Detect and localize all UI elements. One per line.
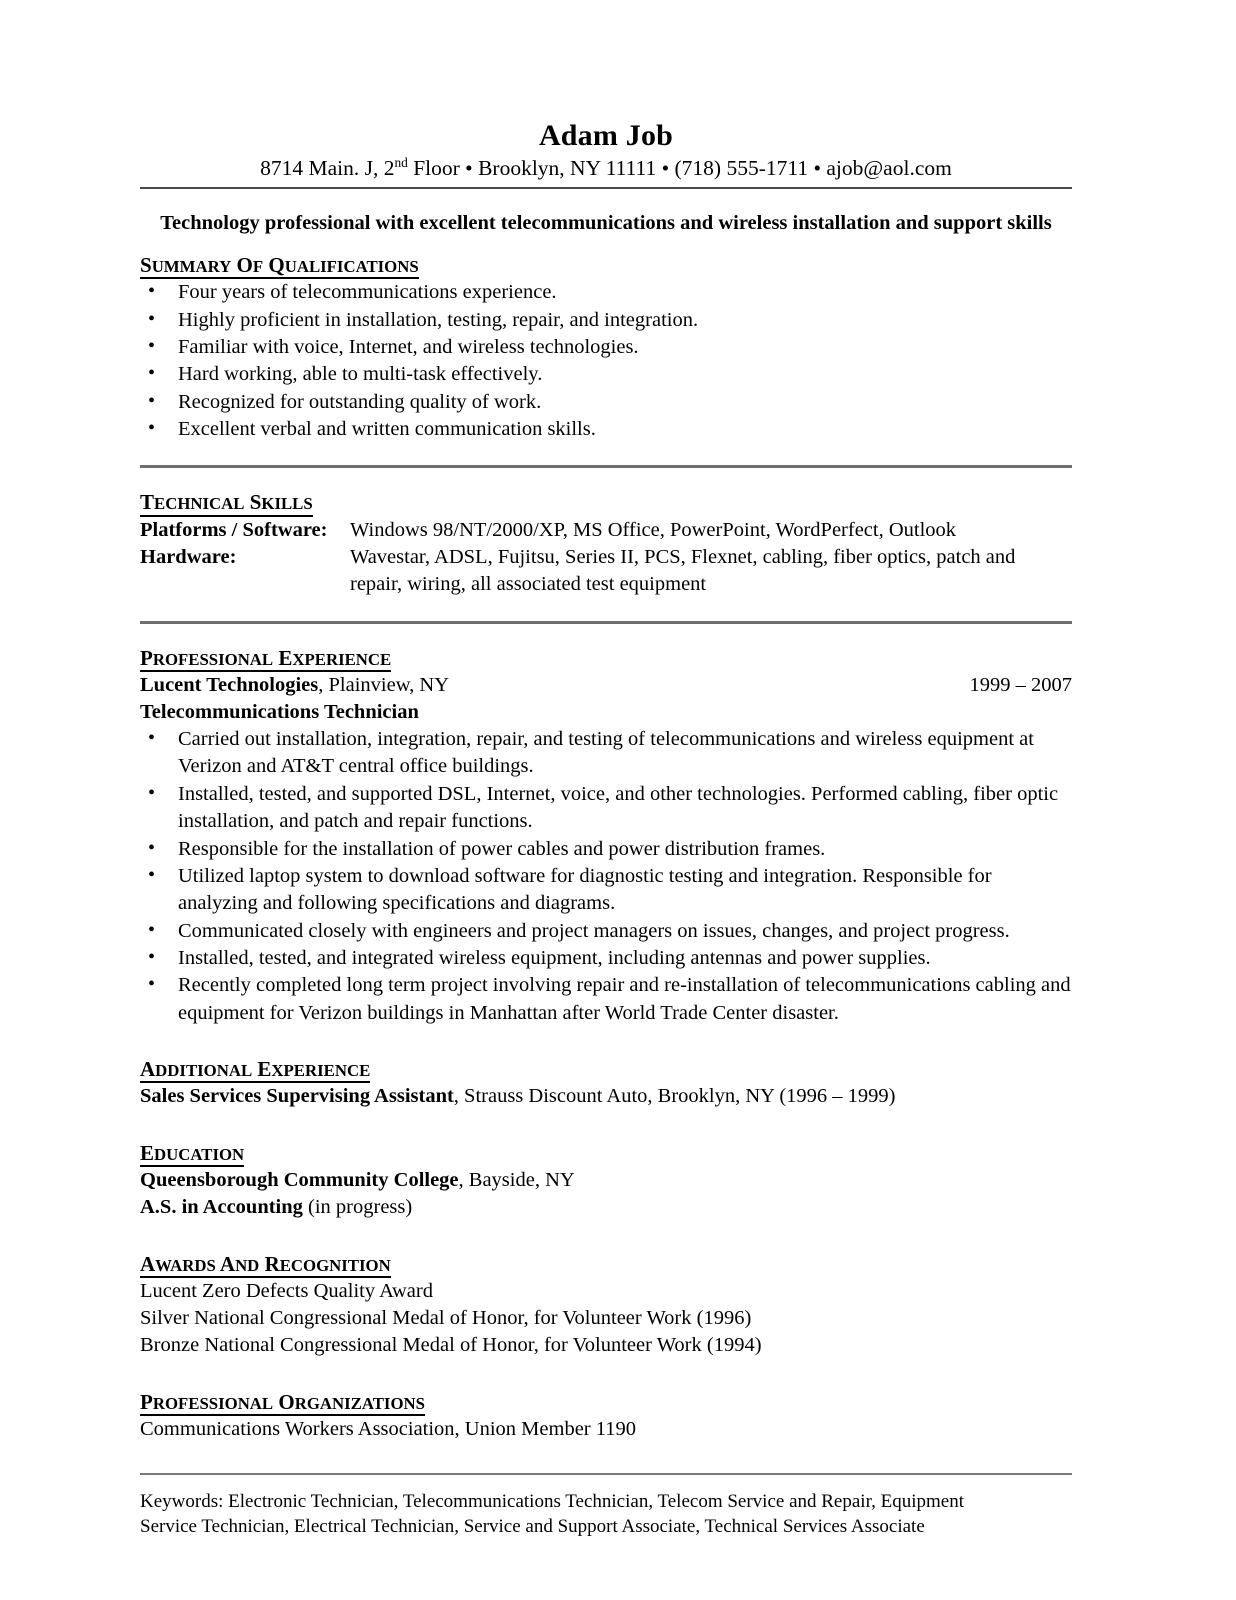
keywords-line-2: Service Technician, Electrical Technician, Service and Support Associate, Technical Services Associate xyxy=(140,1516,925,1538)
list-item: • Communicated closely with engineers and project managers on issues, changes, and project progress. xyxy=(140,918,1072,945)
spacer xyxy=(140,599,1072,621)
spacer xyxy=(140,1027,1072,1057)
education-degree-line xyxy=(140,1194,1072,1221)
list-item: • Installed, tested, and integrated wireless equipment, including antennas and power supplies. xyxy=(140,945,1072,972)
skills-value: Windows 98/NT/2000/XP, MS Office, PowerPoint, WordPerfect, Outlook xyxy=(350,518,957,541)
list-item: • Familiar with voice, Internet, and wireless technologies. xyxy=(140,334,1072,361)
section-awards-and-recognition xyxy=(140,1252,1072,1360)
section-additional-experience xyxy=(140,1057,1072,1111)
list-item: • Recognized for outstanding quality of work. xyxy=(140,389,1072,416)
skills-label: Platforms / Software: xyxy=(140,518,328,541)
education-school-line xyxy=(140,1167,1072,1194)
heading-text-awards: AWARDS AND RECOGNITION xyxy=(140,1251,391,1276)
section-professional-organizations xyxy=(140,1390,1072,1444)
spacer xyxy=(140,624,1072,646)
contact-line xyxy=(140,155,1072,182)
heading-text-education: EDUCATION xyxy=(140,1140,245,1165)
list-item: • Utilized laptop system to download software for diagnostic testing and integration. Responsible for analyzing and following specifications and diagrams. xyxy=(140,863,1072,918)
section-summary-of-qualifications xyxy=(140,253,1072,444)
education-school-location: , Bayside, NY xyxy=(458,1169,575,1192)
heading-text-technical-skills: TECHNICAL SKILLS xyxy=(140,490,313,515)
spacer xyxy=(140,1360,1072,1390)
section-heading-awards xyxy=(140,1252,391,1278)
job-title: Telecommunications Technician xyxy=(140,701,419,724)
keywords-block xyxy=(140,1489,1072,1539)
section-heading-technical-skills xyxy=(140,490,313,516)
spacer xyxy=(140,1443,1072,1473)
education-degree: A.S. in Accounting xyxy=(140,1196,303,1219)
spacer xyxy=(140,468,1072,490)
section-technical-skills xyxy=(140,490,1072,598)
list-item: Silver National Congressional Medal of Honor, for Volunteer Work (1996) xyxy=(140,1307,752,1330)
skills-row xyxy=(140,517,1072,544)
job-date-range: 1999 – 2007 xyxy=(969,673,1072,696)
list-item: • Carried out installation, integration, repair, and testing of telecommunications and wireless equipment at Verizon and AT&T central office buildings. xyxy=(140,726,1072,781)
list-item: Lucent Zero Defects Quality Award xyxy=(140,1279,433,1302)
list-item: • Responsible for the installation of power cables and power distribution frames. xyxy=(140,836,1072,863)
professional-tagline: Technology professional with excellent telecommunications and wireless installation and support skills xyxy=(160,212,1052,235)
contact-address-post: Floor • Brooklyn, NY 11111 • (718) 555-1711 • ajob@aol.com xyxy=(407,156,952,181)
footer-divider xyxy=(140,1473,1072,1475)
list-item: • Recently completed long term project involving repair and re-installation of telecommunications cabling and equipment for Verizon buildings in Manhattan after World Trade Center disaster. xyxy=(140,972,1072,1027)
header-divider xyxy=(140,187,1072,189)
section-heading-summary xyxy=(140,253,419,279)
section-heading-additional-experience xyxy=(140,1057,370,1083)
list-item: • Hard working, able to multi-task effectively. xyxy=(140,361,1072,388)
awards-list xyxy=(140,1278,1072,1360)
section-professional-experience xyxy=(140,646,1072,1027)
skills-row xyxy=(140,544,1072,599)
education-degree-status: (in progress) xyxy=(302,1196,413,1219)
list-item: • Four years of telecommunications experience. xyxy=(140,279,1072,306)
additional-experience-detail: , Strauss Discount Auto, Brooklyn, NY (1996 – 1999) xyxy=(453,1085,896,1108)
heading-text-professional-organizations: PROFESSIONAL ORGANIZATIONS xyxy=(140,1389,425,1414)
contact-ordinal-suffix: nd xyxy=(394,155,408,171)
list-item: • Highly proficient in installation, testing, repair, and integration. xyxy=(140,307,1072,334)
job-location: , Plainview, NY xyxy=(318,673,450,696)
organizations-list xyxy=(140,1416,1072,1443)
job-company-and-location xyxy=(140,672,449,699)
list-item: • Installed, tested, and supported DSL, Internet, voice, and other technologies. Performed cabling, fiber optic installation, and patch and repair functions. xyxy=(140,781,1072,836)
education-school: Queensborough Community College xyxy=(140,1169,459,1192)
summary-bullet-list xyxy=(140,279,1072,443)
keywords-line-1: Keywords: Electronic Technician, Telecommunications Technician, Telecom Service and Repair, Equipment xyxy=(140,1491,965,1513)
heading-text-summary: SUMMARY OF QUALIFICATIONS xyxy=(140,252,419,277)
experience-bullet-list xyxy=(140,726,1072,1027)
heading-text-professional-experience: PROFESSIONAL EXPERIENCE xyxy=(140,645,392,670)
list-item: Communications Workers Association, Union Member 1190 xyxy=(140,1418,636,1441)
spacer xyxy=(140,1222,1072,1252)
skills-value: Wavestar, ADSL, Fujitsu, Series II, PCS, Flexnet, cabling, fiber optics, patch and repair, wiring, all associated test equipment xyxy=(350,546,1016,596)
candidate-name: Adam Job xyxy=(538,119,674,152)
section-heading-professional-organizations xyxy=(140,1390,425,1416)
heading-text-additional-experience: ADDITIONAL EXPERIENCE xyxy=(140,1057,371,1082)
section-heading-education xyxy=(140,1141,244,1167)
spacer xyxy=(140,443,1072,465)
additional-experience-role: Sales Services Supervising Assistant xyxy=(140,1085,454,1108)
contact-address-pre: 8714 Main. J, 2 xyxy=(260,156,395,181)
resume-content xyxy=(140,120,1072,1539)
list-item: • Excellent verbal and written communication skills. xyxy=(140,416,1072,443)
spacer xyxy=(140,1111,1072,1141)
list-item: Bronze National Congressional Medal of Honor, for Volunteer Work (1994) xyxy=(140,1334,762,1357)
job-company: Lucent Technologies xyxy=(140,673,319,696)
section-education xyxy=(140,1141,1072,1222)
additional-experience-entry xyxy=(140,1083,1072,1110)
technical-skills-rows xyxy=(140,517,1072,599)
section-heading-professional-experience xyxy=(140,646,391,672)
job-header-row xyxy=(140,672,1072,699)
skills-label: Hardware: xyxy=(140,546,237,569)
